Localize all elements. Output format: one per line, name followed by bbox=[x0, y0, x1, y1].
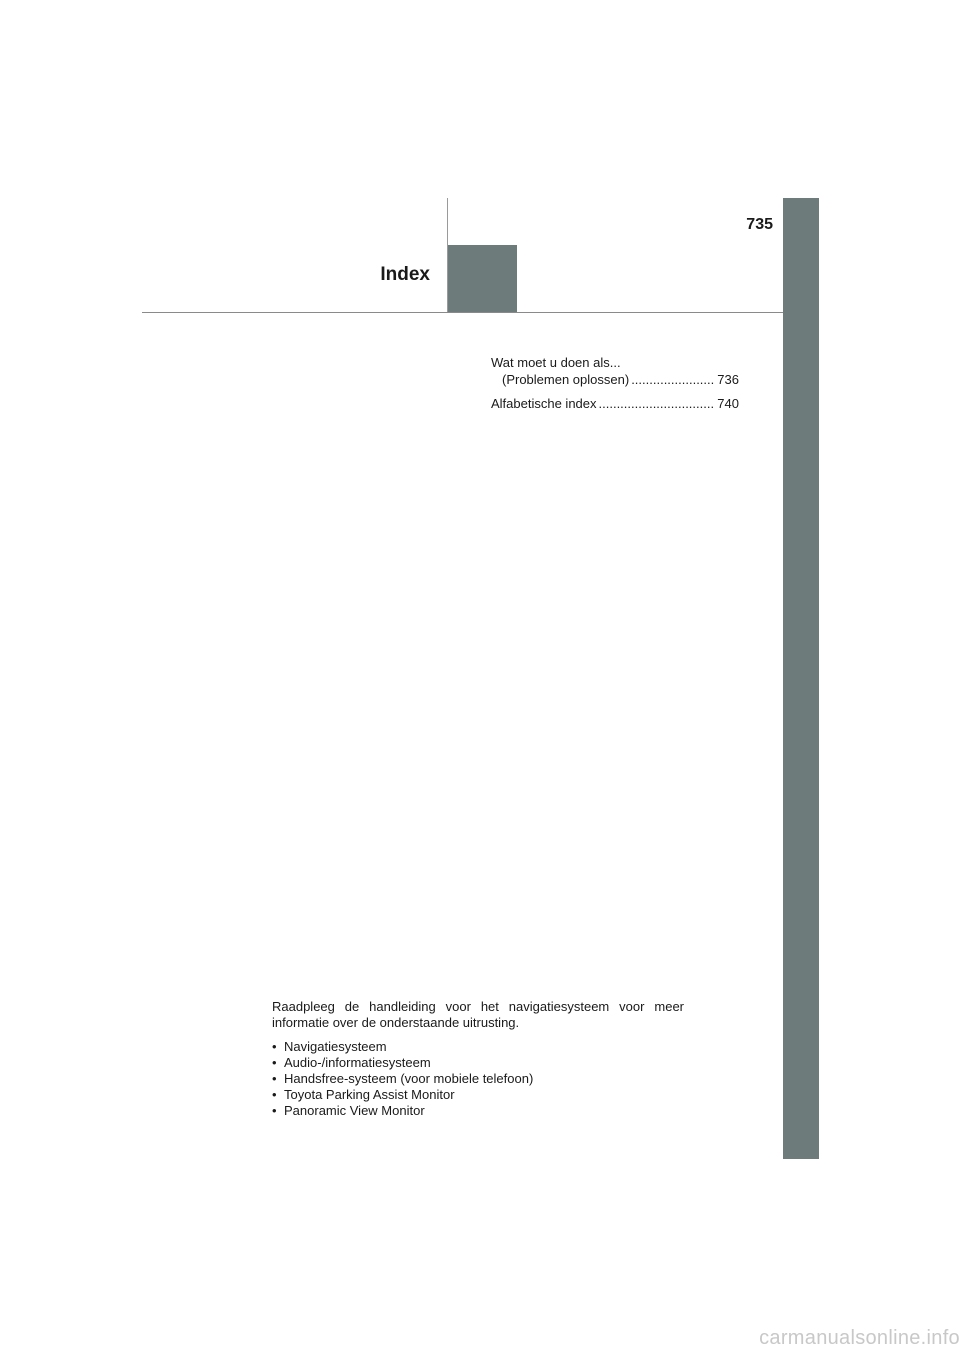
leader-dots bbox=[631, 371, 715, 388]
navigation-note bbox=[272, 999, 684, 1119]
table-of-contents bbox=[491, 354, 739, 419]
list-item: • Handsfree-systeem (voor mobiele telefoon) bbox=[272, 1071, 534, 1086]
toc-entry-page: 736 bbox=[717, 372, 739, 387]
page-title: Index bbox=[380, 264, 430, 285]
toc-entry-subtitle: (Problemen oplossen) bbox=[502, 372, 630, 387]
bullet-icon: • bbox=[272, 1039, 277, 1054]
list-item: • Audio-/informatiesysteem bbox=[272, 1055, 431, 1070]
bullet-icon: • bbox=[272, 1103, 277, 1118]
toc-entry-alphabetical-index[interactable] bbox=[491, 395, 739, 412]
bullet-icon: • bbox=[272, 1071, 277, 1086]
watermark: carmanualsonline.info bbox=[759, 1327, 960, 1349]
list-item: • Navigatiesysteem bbox=[272, 1039, 387, 1054]
toc-entry-title: Alfabetische index bbox=[491, 396, 597, 411]
toc-entry-title: Wat moet u doen als... bbox=[491, 355, 621, 370]
side-thumb-bar bbox=[783, 198, 819, 1159]
section-tab-block bbox=[448, 245, 517, 312]
page-number: 735 bbox=[746, 216, 773, 233]
leader-dots bbox=[599, 395, 716, 412]
header-rule bbox=[142, 312, 783, 313]
list-item: • Panoramic View Monitor bbox=[272, 1103, 425, 1118]
toc-entry-page: 740 bbox=[717, 396, 739, 411]
list-item: • Toyota Parking Assist Monitor bbox=[272, 1087, 455, 1102]
bullet-icon: • bbox=[272, 1087, 277, 1102]
toc-entry-troubleshooting[interactable] bbox=[491, 354, 739, 388]
note-text: Raadpleeg de handleiding voor het navigatiesysteem voor meer informatie over de onderstaande uitrusting. bbox=[272, 999, 684, 1030]
equipment-list bbox=[272, 1039, 684, 1119]
bullet-icon: • bbox=[272, 1055, 277, 1070]
